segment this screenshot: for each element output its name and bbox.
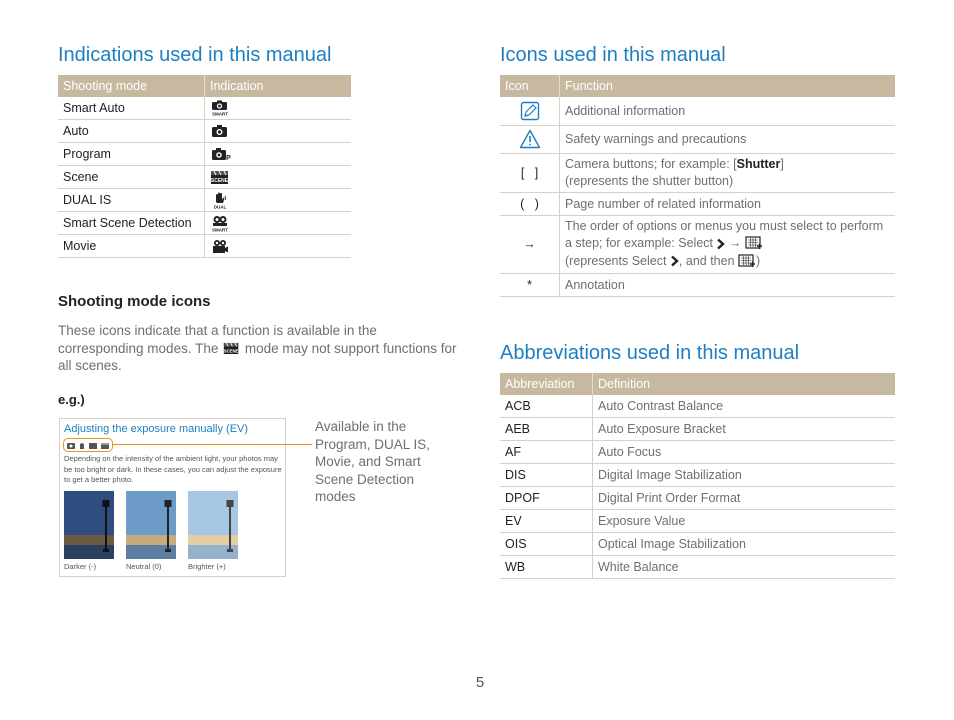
table-row bbox=[500, 510, 895, 533]
function-text-part: Camera buttons; for example: [ bbox=[565, 156, 737, 171]
function-text bbox=[560, 215, 896, 273]
function-text: Safety warnings and precautions bbox=[560, 125, 896, 153]
function-text bbox=[560, 153, 896, 192]
darker-photo bbox=[64, 491, 114, 559]
table-row bbox=[500, 97, 895, 125]
table-row bbox=[58, 212, 351, 235]
shooting-mode-icons-title: Shooting mode icons bbox=[58, 293, 211, 310]
smart-auto-icon bbox=[210, 100, 230, 116]
function-line2: a step; for example: Select bbox=[565, 236, 713, 251]
svg-text:SCENE: SCENE bbox=[210, 177, 229, 184]
abbr-cell: WB bbox=[500, 556, 593, 579]
table-row bbox=[500, 192, 895, 215]
para-text-end: mode may not support functions for all scenes. bbox=[58, 340, 457, 373]
table-row bbox=[500, 441, 895, 464]
callout-leader-line bbox=[112, 444, 312, 445]
abbr-cell: DPOF bbox=[500, 487, 593, 510]
movie-icon bbox=[210, 239, 230, 254]
table-row bbox=[58, 143, 351, 166]
table-row bbox=[58, 235, 351, 258]
def-cell: Auto Focus bbox=[593, 441, 896, 464]
mode-label: Smart Auto bbox=[58, 97, 205, 120]
def-cell: Optical Image Stabilization bbox=[593, 533, 896, 556]
example-box bbox=[59, 418, 286, 577]
header-icon: Icon bbox=[500, 75, 560, 97]
function-text: Page number of related information bbox=[560, 192, 896, 215]
smart-scene-detection-icon bbox=[210, 215, 230, 232]
mode-label: Scene bbox=[58, 166, 205, 189]
scene-icon bbox=[210, 170, 230, 185]
def-cell: Exposure Value bbox=[593, 510, 896, 533]
program-icon bbox=[210, 147, 232, 161]
header-function: Function bbox=[560, 75, 896, 97]
table-row bbox=[500, 395, 895, 418]
chevron-right-icon bbox=[670, 255, 679, 267]
def-cell: White Balance bbox=[593, 556, 896, 579]
function-line3-mid: , and then bbox=[678, 253, 735, 268]
function-text-line2: (represents the shutter button) bbox=[565, 173, 734, 188]
abbr-cell: ACB bbox=[500, 395, 593, 418]
caption-darker: Darker (-) bbox=[64, 562, 97, 571]
abbreviations-table bbox=[500, 373, 895, 579]
table-row bbox=[58, 97, 351, 120]
table-row bbox=[500, 533, 895, 556]
example-title: Adjusting the exposure manually (EV) bbox=[64, 423, 249, 435]
header-indication: Indication bbox=[205, 75, 352, 97]
table-header-row bbox=[500, 373, 895, 395]
abbr-cell: OIS bbox=[500, 533, 593, 556]
settings-grid-icon bbox=[738, 254, 756, 269]
header-definition: Definition bbox=[593, 373, 896, 395]
parentheses-symbol: ( ) bbox=[500, 192, 560, 215]
table-row bbox=[500, 487, 895, 510]
svg-text:P: P bbox=[226, 155, 231, 162]
function-text: Additional information bbox=[560, 97, 896, 125]
table-row bbox=[58, 189, 351, 212]
asterisk-symbol: * bbox=[500, 273, 560, 296]
table-row bbox=[58, 120, 351, 143]
mode-label: Movie bbox=[58, 235, 205, 258]
arrow-text: → bbox=[728, 236, 742, 251]
svg-text:DUAL: DUAL bbox=[213, 204, 227, 209]
def-cell: Digital Print Order Format bbox=[593, 487, 896, 510]
function-text: Annotation bbox=[560, 273, 896, 296]
function-line3: (represents Select bbox=[565, 253, 667, 268]
table-row bbox=[500, 215, 895, 273]
para-text-start: These icons indicate that a function is available in the corresponding modes. The bbox=[58, 323, 377, 356]
warning-icon bbox=[519, 129, 541, 149]
table-header-row bbox=[500, 75, 895, 97]
def-cell: Auto Exposure Bracket bbox=[593, 418, 896, 441]
table-row bbox=[500, 125, 895, 153]
mode-label: Smart Scene Detection bbox=[58, 212, 205, 235]
svg-text:SMART: SMART bbox=[212, 227, 228, 232]
chevron-right-icon bbox=[716, 238, 725, 250]
indications-table bbox=[58, 75, 351, 258]
shooting-mode-icons-paragraph bbox=[58, 322, 458, 375]
icons-title: Icons used in this manual bbox=[500, 44, 726, 66]
dual-is-icon bbox=[210, 192, 230, 209]
arrow-symbol: → bbox=[500, 215, 560, 273]
scene-icon bbox=[223, 342, 240, 355]
table-row bbox=[500, 418, 895, 441]
svg-text:SCENE: SCENE bbox=[223, 348, 239, 354]
indications-title: Indications used in this manual bbox=[58, 44, 332, 66]
mode-label: Auto bbox=[58, 120, 205, 143]
icons-table bbox=[500, 75, 895, 297]
mode-label: Program bbox=[58, 143, 205, 166]
table-header-row bbox=[58, 75, 351, 97]
callout-text: Available in the Program, DUAL IS, Movie, and Smart Scene Detection modes bbox=[315, 419, 431, 504]
settings-grid-icon bbox=[745, 236, 763, 251]
table-row bbox=[500, 273, 895, 296]
caption-brighter: Brighter (+) bbox=[188, 562, 226, 571]
abbr-cell: AEB bbox=[500, 418, 593, 441]
abbreviations-title: Abbreviations used in this manual bbox=[500, 342, 800, 364]
header-abbreviation: Abbreviation bbox=[500, 373, 593, 395]
abbr-cell: AF bbox=[500, 441, 593, 464]
table-row bbox=[500, 556, 895, 579]
table-row bbox=[500, 464, 895, 487]
abbr-cell: EV bbox=[500, 510, 593, 533]
function-text-part: ] bbox=[780, 156, 784, 171]
table-row bbox=[58, 166, 351, 189]
shutter-label: Shutter bbox=[736, 156, 781, 171]
def-cell: Digital Image Stabilization bbox=[593, 464, 896, 487]
neutral-photo bbox=[126, 491, 176, 559]
function-line3-end: ) bbox=[756, 253, 761, 268]
table-row bbox=[500, 153, 895, 192]
mode-label: DUAL IS bbox=[58, 189, 205, 212]
caption-neutral: Neutral (0) bbox=[126, 562, 162, 571]
example-label: e.g.) bbox=[58, 392, 85, 407]
function-line1: The order of options or menus you must select to perform bbox=[565, 218, 884, 233]
note-icon bbox=[520, 101, 540, 121]
header-shooting-mode: Shooting mode bbox=[58, 75, 205, 97]
example-mode-icons bbox=[63, 438, 113, 452]
abbr-cell: DIS bbox=[500, 464, 593, 487]
def-cell: Auto Contrast Balance bbox=[593, 395, 896, 418]
brighter-photo bbox=[188, 491, 238, 559]
brackets-symbol: [ ] bbox=[500, 153, 560, 192]
page-number: 5 bbox=[475, 674, 485, 691]
example-description: Depending on the intensity of the ambient light, your photos may be too bright or dark. In these cases, you can adjust the exposure to get a better photo. bbox=[64, 454, 282, 484]
camera-auto-icon bbox=[210, 124, 230, 138]
svg-text:SMART: SMART bbox=[212, 111, 228, 116]
mode-icons-row-icon bbox=[64, 440, 112, 452]
